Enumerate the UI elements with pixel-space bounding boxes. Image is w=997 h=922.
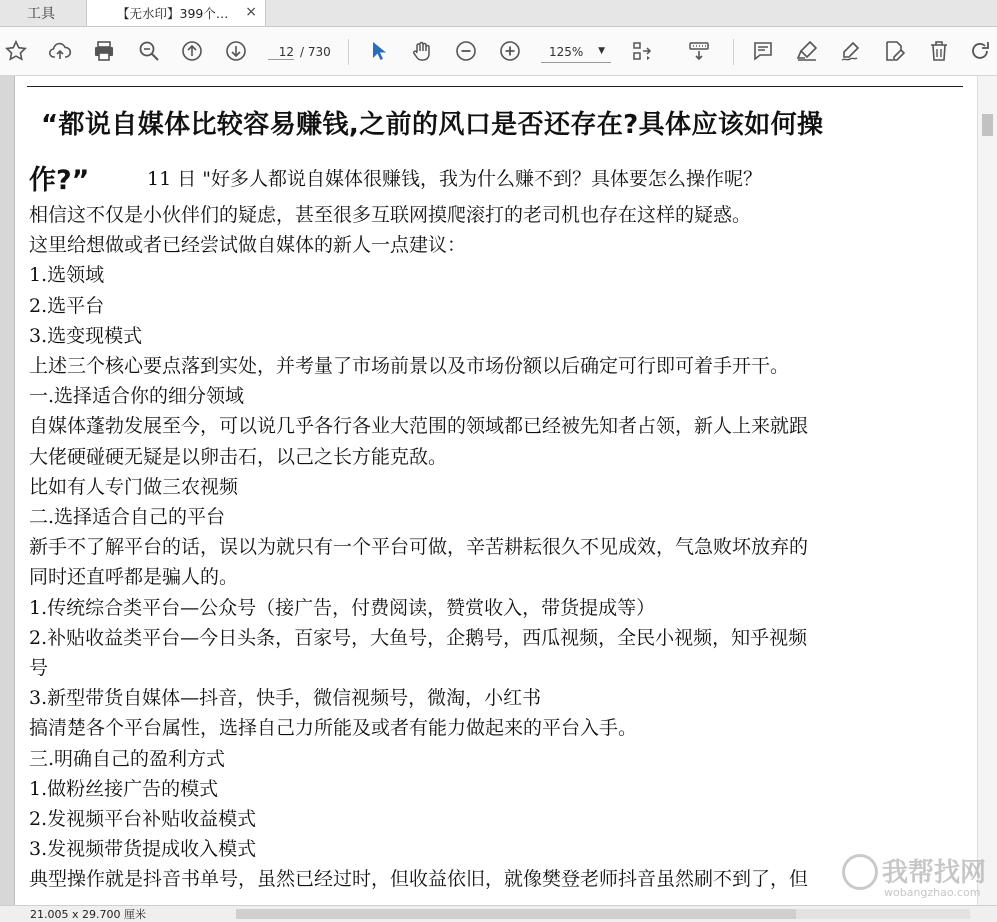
- body-line: 同时还直呼都是骗人的。: [29, 566, 239, 589]
- body-line: 3.发视频带货提成收入模式: [29, 838, 257, 861]
- zoom-out-icon[interactable]: [452, 37, 480, 65]
- horizontal-scrollbar[interactable]: [236, 909, 970, 919]
- chevron-down-icon: ▼: [598, 46, 605, 56]
- page-down-icon[interactable]: [222, 37, 250, 65]
- select-arrow-icon[interactable]: [364, 37, 392, 65]
- page-up-icon[interactable]: [178, 37, 206, 65]
- body-line: 二.选择适合自己的平台: [29, 506, 226, 529]
- comment-icon[interactable]: [749, 37, 777, 65]
- body-line: 上述三个核心要点落到实处，并考量了市场前景以及市场份额以后确定可行即可着手开干。: [29, 355, 790, 378]
- document-viewer[interactable]: [0, 76, 997, 905]
- hand-icon[interactable]: [408, 37, 436, 65]
- body-line: 大佬硬碰硬无疑是以卵击石，以己之长方能克敌。: [29, 445, 448, 468]
- body-line: 相信这不仅是小伙伴们的疑虑，甚至很多互联网摸爬滚打的老司机也存在这样的疑惑。: [29, 204, 752, 226]
- article-title-line2: 作?”: [29, 165, 90, 196]
- body-line: 三.明确自己的盈利方式: [29, 747, 226, 770]
- watermark-logo: [842, 848, 992, 908]
- body-line: 搞清楚各个平台属性，选择自己力所能及或者有能力做起来的平台入手。: [29, 717, 638, 740]
- toolbar-divider: [733, 39, 734, 65]
- body-line: 新手不了解平台的话，误以为就只有一个平台可做，辛苦耕耘很久不见成效，气急败坏放弃的: [29, 536, 809, 559]
- tab-tools[interactable]: 工具: [27, 6, 55, 22]
- body-line: 一.选择适合你的细分领域: [29, 385, 245, 408]
- toolbar: [0, 27, 997, 76]
- zoom-value: 125%: [549, 44, 584, 59]
- page-fit-icon[interactable]: [628, 37, 656, 65]
- scrollbar-thumb[interactable]: [236, 909, 796, 919]
- zoom-select[interactable]: [541, 41, 611, 63]
- close-icon[interactable]: ×: [245, 4, 257, 20]
- tab-bar: [0, 0, 997, 27]
- pdf-page: [14, 76, 977, 905]
- upload-icon[interactable]: [46, 37, 74, 65]
- page-total: / 730: [300, 45, 331, 59]
- zoom-in-icon[interactable]: [496, 37, 524, 65]
- edit-icon[interactable]: [881, 37, 909, 65]
- star-icon[interactable]: [2, 37, 30, 65]
- highlight-icon[interactable]: [793, 37, 821, 65]
- body-line: 2.补贴收益类平台—今日头条，百家号，大鱼号，企鹅号，西瓜视频，全民小视频，知乎视频: [29, 626, 808, 649]
- body-line: 号: [29, 657, 49, 680]
- watermark-text: 我帮找网: [882, 858, 987, 888]
- sign-icon[interactable]: [837, 37, 865, 65]
- toolbar-divider: [348, 39, 349, 65]
- body-line: 3.选变现模式: [29, 324, 143, 347]
- body-line: 2.选平台: [29, 294, 105, 317]
- article-intro: 11 日 "好多人都说自媒体很赚钱，我为什么赚不到？具体要怎么操作呢？: [147, 168, 762, 190]
- zoom-search-icon[interactable]: [135, 37, 163, 65]
- article-body: [29, 200, 959, 895]
- header-rule: [27, 86, 963, 87]
- article-title-line1: “都说自媒体比较容易赚钱,之前的风口是否还存在?具体应该如何操: [41, 110, 824, 140]
- body-line: 比如有人专门做三农视频: [29, 475, 239, 498]
- body-line: 3.新型带货自媒体—抖音，快手，微信视频号，微淘，小红书: [29, 687, 542, 710]
- status-bar: [0, 905, 997, 922]
- body-line: 这里给想做或者已经尝试做自媒体的新人一点建议：: [29, 234, 467, 257]
- page-current-input[interactable]: 12: [268, 45, 294, 60]
- page-number-field[interactable]: [268, 41, 348, 63]
- vertical-scrollbar[interactable]: [977, 76, 997, 905]
- print-icon[interactable]: [90, 37, 118, 65]
- scroll-mode-icon[interactable]: [685, 37, 713, 65]
- scrollbar-thumb[interactable]: [982, 114, 993, 136]
- page-size-label: 21.005 x 29.700 厘米: [30, 908, 146, 921]
- body-line: 自媒体蓬勃发展至今，可以说几乎各行各业大范围的领域都已经被先知者占领，新人上来就跟: [29, 415, 809, 438]
- tab-document[interactable]: [86, 0, 266, 26]
- body-line: 典型操作就是抖音书单号，虽然已经过时，但收益依旧，就像樊登老师抖音虽然刷不到了，但: [29, 868, 809, 891]
- delete-icon[interactable]: [925, 37, 953, 65]
- body-line: 1.选领域: [29, 264, 105, 287]
- tab-document-label: 【无水印】399个…: [117, 6, 229, 21]
- body-line: 2.发视频平台补贴收益模式: [29, 808, 257, 831]
- rotate-icon[interactable]: [966, 37, 994, 65]
- watermark-url: wobangzhao.com: [884, 886, 981, 899]
- body-line: 1.做粉丝接广告的模式: [29, 777, 219, 800]
- watermark-circle-icon: [842, 854, 878, 890]
- body-line: 1.传统综合类平台—公众号（接广告，付费阅读，赞赏收入，带货提成等）: [29, 596, 656, 619]
